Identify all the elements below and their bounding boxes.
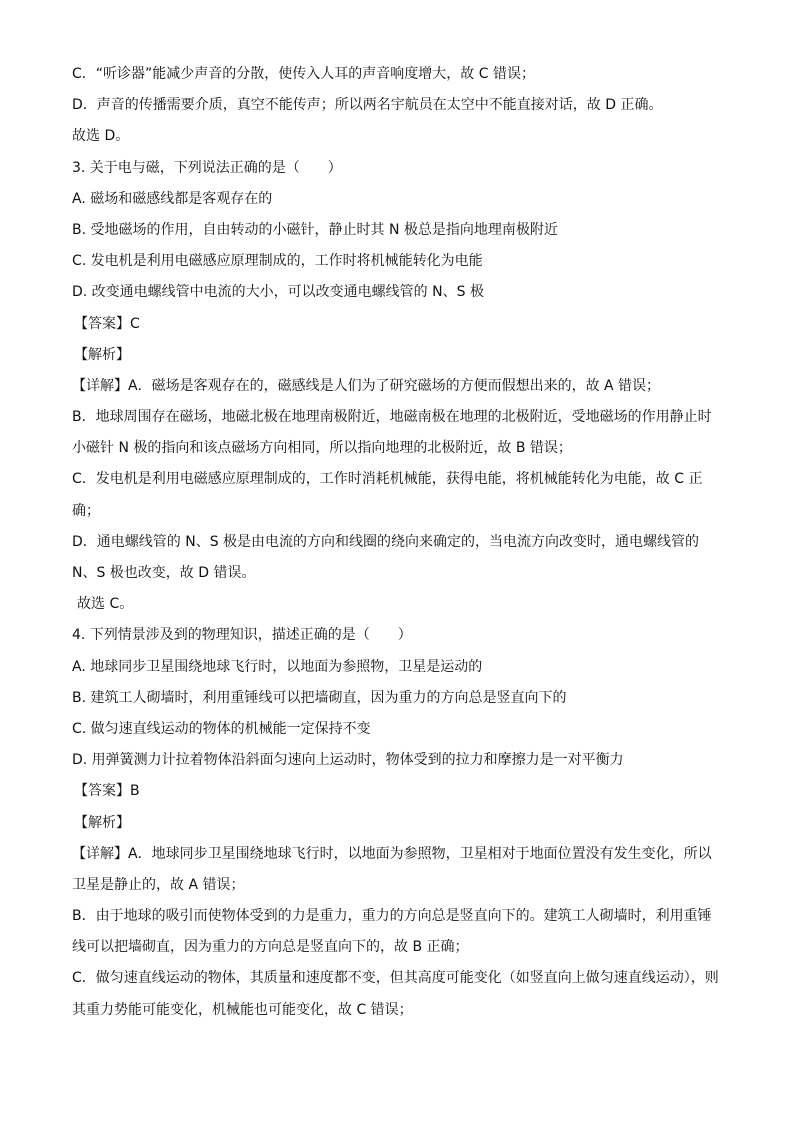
- question-3-detail-line: 小磁针 N 极的指向和该点磁场方向相同，所以指向地理的北极附近，故 B 错误；: [72, 440, 572, 457]
- question-3: [72, 153, 732, 621]
- question-3-option-a: A. 磁场和磁感线都是客观存在的: [72, 190, 273, 207]
- question-4-detail-line: 线可以把墙砌直，因为重力的方向总是竖直向下的，故 B 正确；: [72, 939, 469, 956]
- question-4-stem: 4. 下列情景涉及到的物理知识，描述正确的是（ ）: [72, 627, 412, 644]
- question-3-detail-line: D．通电螺线管的 N、S 极是由电流的方向和线圈的绕向来确定的，当电流方向改变时，通电螺线管的: [72, 533, 700, 550]
- question-3-detail-line: 【详解】A．磁场是客观存在的，磁感线是人们为了研究磁场的方便而假想出来的，故 A 错误；: [72, 377, 661, 394]
- question-4-detail-line: C．做匀速直线运动的物体，其质量和速度都不变，但其高度可能变化（如竖直向上做匀速直线运动），则: [72, 970, 719, 987]
- question-3-detail-line: B．地球周围存在磁场，地磁北极在地理南极附近，地磁南极在地理的北极附近，受地磁场的作用静止时: [72, 409, 712, 426]
- question-4-answer: 【答案】B: [74, 783, 140, 800]
- question-4-detail-line: 其重力势能可能变化，机械能也可能变化，故 C 错误；: [72, 1001, 413, 1018]
- question-3-option-d: D. 改变通电螺线管中电流的大小，可以改变通电螺线管的 N、S 极: [72, 284, 484, 301]
- question-4-detail-line: B．由于地球的吸引而使物体受到的力是重力，重力的方向总是竖直向下的。建筑工人砌墙时，利用重锤: [72, 908, 712, 925]
- question-3-answer: 【答案】C: [74, 315, 140, 332]
- question-3-stem: 3. 关于电与磁，下列说法正确的是（ ）: [72, 159, 342, 176]
- question-4-detail-line: 卫星是静止的，故 A 错误；: [72, 876, 245, 893]
- question-4-option-b: B. 建筑工人砌墙时，利用重锤线可以把墙砌直，因为重力的方向总是竖直向下的: [72, 689, 567, 706]
- question-4: [72, 620, 732, 1025]
- question-4-detail-line: 【详解】A．地球同步卫星围绕地球飞行时，以地面为参照物，卫星相对于地面位置没有发生变化，所以: [72, 845, 712, 862]
- document-page: [72, 59, 732, 1026]
- question-4-option-c: C. 做匀速直线运动的物体的机械能一定保持不变: [72, 720, 371, 737]
- question-4-analysis-label: 【解析】: [74, 814, 130, 831]
- prev-conclusion: 故选 D。: [72, 128, 130, 145]
- question-3-detail-line: 确；: [72, 502, 100, 519]
- question-3-conclusion: 故选 C。: [77, 596, 134, 613]
- question-3-detail-line: C．发电机是利用电磁感应原理制成的，工作时消耗机械能，获得电能，将机械能转化为电能，故 C 正: [72, 471, 703, 488]
- prev-explanation-line: D．声音的传播需要介质，真空不能传声；所以两名宇航员在太空中不能直接对话，故 D 正确。: [72, 97, 663, 114]
- question-4-option-a: A. 地球同步卫星围绕地球飞行时，以地面为参照物，卫星是运动的: [72, 658, 483, 675]
- question-3-option-c: C. 发电机是利用电磁感应原理制成的，工作时将机械能转化为电能: [72, 253, 483, 270]
- question-3-analysis-label: 【解析】: [74, 346, 130, 363]
- question-3-detail-line: N、S 极也改变，故 D 错误。: [72, 565, 256, 581]
- prev-explanation: [72, 59, 732, 153]
- question-4-option-d: D. 用弹簧测力计拉着物体沿斜面匀速向上运动时，物体受到的拉力和摩擦力是一对平衡力: [72, 752, 624, 769]
- prev-explanation-line: C．“听诊器”能减少声音的分散，使传入人耳的声音响度增大，故 C 错误；: [72, 66, 535, 82]
- question-3-option-b: B. 受地磁场的作用，自由转动的小磁针，静止时其 N 极总是指向地理南极附近: [72, 221, 558, 238]
